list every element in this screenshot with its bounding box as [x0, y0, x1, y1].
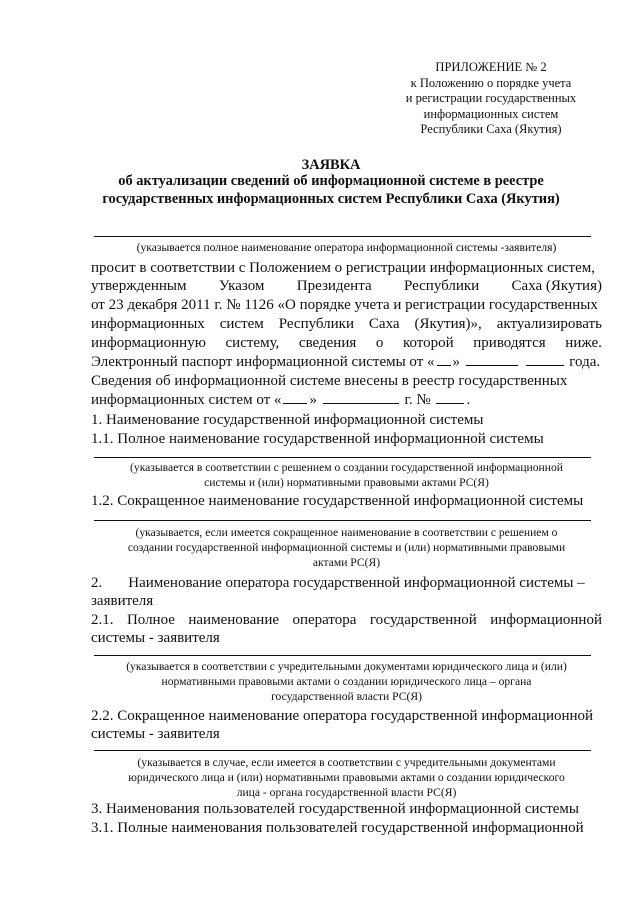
appendix-number: ПРИЛОЖЕНИЕ № 2 — [435, 60, 547, 74]
section-2-heading-cont: заявителя — [91, 593, 154, 609]
word: Республики — [278, 316, 354, 332]
section-3-1-heading: 3.1. Полные наименования пользователей государственной информационной — [91, 820, 584, 836]
section-3-heading: 3. Наименования пользователей государственной информационной системы — [91, 801, 579, 817]
word: систему, — [225, 335, 280, 351]
word: Указом — [218, 278, 265, 294]
day-blank[interactable] — [437, 353, 451, 366]
word: (Якутия)», — [414, 316, 482, 332]
paragraph-line: Сведения об информационной системе внесены в реестр государственных — [91, 373, 568, 389]
month-blank[interactable] — [466, 353, 518, 366]
year-blank[interactable] — [526, 353, 564, 366]
appendix-line: Республики Саха (Якутия) — [420, 122, 562, 137]
day-blank[interactable] — [283, 391, 307, 404]
section-2-heading: 2. Наименование оператора государственной информационной системы – — [91, 575, 585, 591]
appendix-line: к Положению о порядке учета — [410, 75, 572, 90]
word: о — [375, 335, 384, 351]
word: Полное — [126, 612, 175, 628]
document-subtitle-line-2: государственных информационных систем Республики Саха (Якутия) — [102, 191, 560, 207]
document-title: ЗАЯВКА — [301, 157, 361, 173]
word: приводятся — [473, 335, 546, 351]
section-2-1-heading — [91, 611, 602, 629]
paragraph-line-justified — [91, 315, 602, 333]
month-year-blank[interactable] — [323, 391, 399, 404]
number-blank[interactable] — [436, 391, 464, 404]
appendix-block — [380, 60, 602, 138]
appendix-line: и регистрации государственных — [405, 91, 577, 106]
word: Саха — [368, 316, 400, 332]
section-1-1-heading: 1.1. Полное наименование государственной информационной системы — [91, 431, 544, 447]
word: утвержденным — [91, 278, 187, 294]
fill-in-rule-2-2[interactable] — [94, 750, 591, 751]
passport-date-line: Электронный паспорт информационной системы от « » года. — [91, 354, 601, 370]
word: Саха (Якутия) — [511, 278, 602, 294]
hint-1-1: (указывается в соответствии с решением о создании государственной информационной системы и (или) нормативными правовыми актами РС(Я) — [130, 461, 563, 489]
hint-2-1: (указывается в соответствии с учредительными документами юридического лица и (или) нормативными правовыми актами о создании юридического лица – органа государственной власти РС(Я) — [126, 660, 567, 703]
word: государственной — [369, 612, 477, 628]
word: 2.1. — [91, 612, 114, 628]
paragraph-line-justified — [91, 277, 602, 295]
appendix-line: информационных систем — [423, 106, 559, 121]
paragraph-line: от 23 декабря 2011 г. № 1126 «О порядке учета и регистрации государственных — [91, 297, 598, 313]
word: оператора — [292, 612, 357, 628]
section-1-2-heading: 1.2. Сокращенное наименование государственной информационной системы — [91, 493, 584, 509]
paragraph-line-justified — [91, 334, 602, 352]
fill-in-rule-1-2[interactable] — [94, 520, 591, 521]
word: информационной — [490, 612, 602, 628]
word: ниже. — [565, 335, 602, 351]
section-1-heading: 1. Наименование государственной информационной системы — [91, 412, 484, 428]
section-2-2-heading: 2.2. Сокращенное наименование оператора государственной информационной — [91, 708, 594, 724]
hint-2-2: (указывается в случае, если имеется в соответствии с учредительными документами юридического лица и (или) нормативными правовыми актами о создании юридического лица - органа государственной власти РС(Я) — [128, 756, 565, 799]
word: сведения — [298, 335, 357, 351]
word: актуализировать — [496, 316, 602, 332]
section-2-2-heading-cont: системы - заявителя — [91, 726, 220, 742]
document-subtitle-line-1: об актуализации сведений об информационной системе в реестре — [118, 173, 544, 189]
hint-1-2: (указывается, если имеется сокращенное наименование в соответствии с решением о создании государственной информационной системы и (или) нормативными правовыми актами РС(Я) — [127, 526, 566, 569]
paragraph-line: просит в соответствии с Положением о регистрации информационных систем, — [91, 260, 595, 276]
hint-operator: (указывается полное наименование оператора информационной системы -заявителя) — [136, 241, 557, 254]
fill-in-rule-1-1[interactable] — [94, 457, 591, 458]
word: наименование — [188, 612, 280, 628]
word: Президента — [296, 278, 372, 294]
fill-in-rule-operator[interactable] — [94, 236, 591, 237]
section-2-1-heading-cont: системы - заявителя — [91, 630, 220, 646]
fill-in-rule-2-1[interactable] — [94, 655, 591, 656]
word: которой — [402, 335, 454, 351]
word: информационных — [91, 316, 205, 332]
word: систем — [219, 316, 264, 332]
word: информационную — [91, 335, 206, 351]
word: Республики — [403, 278, 480, 294]
registry-date-line: информационных систем от « » г. № . — [91, 392, 471, 408]
